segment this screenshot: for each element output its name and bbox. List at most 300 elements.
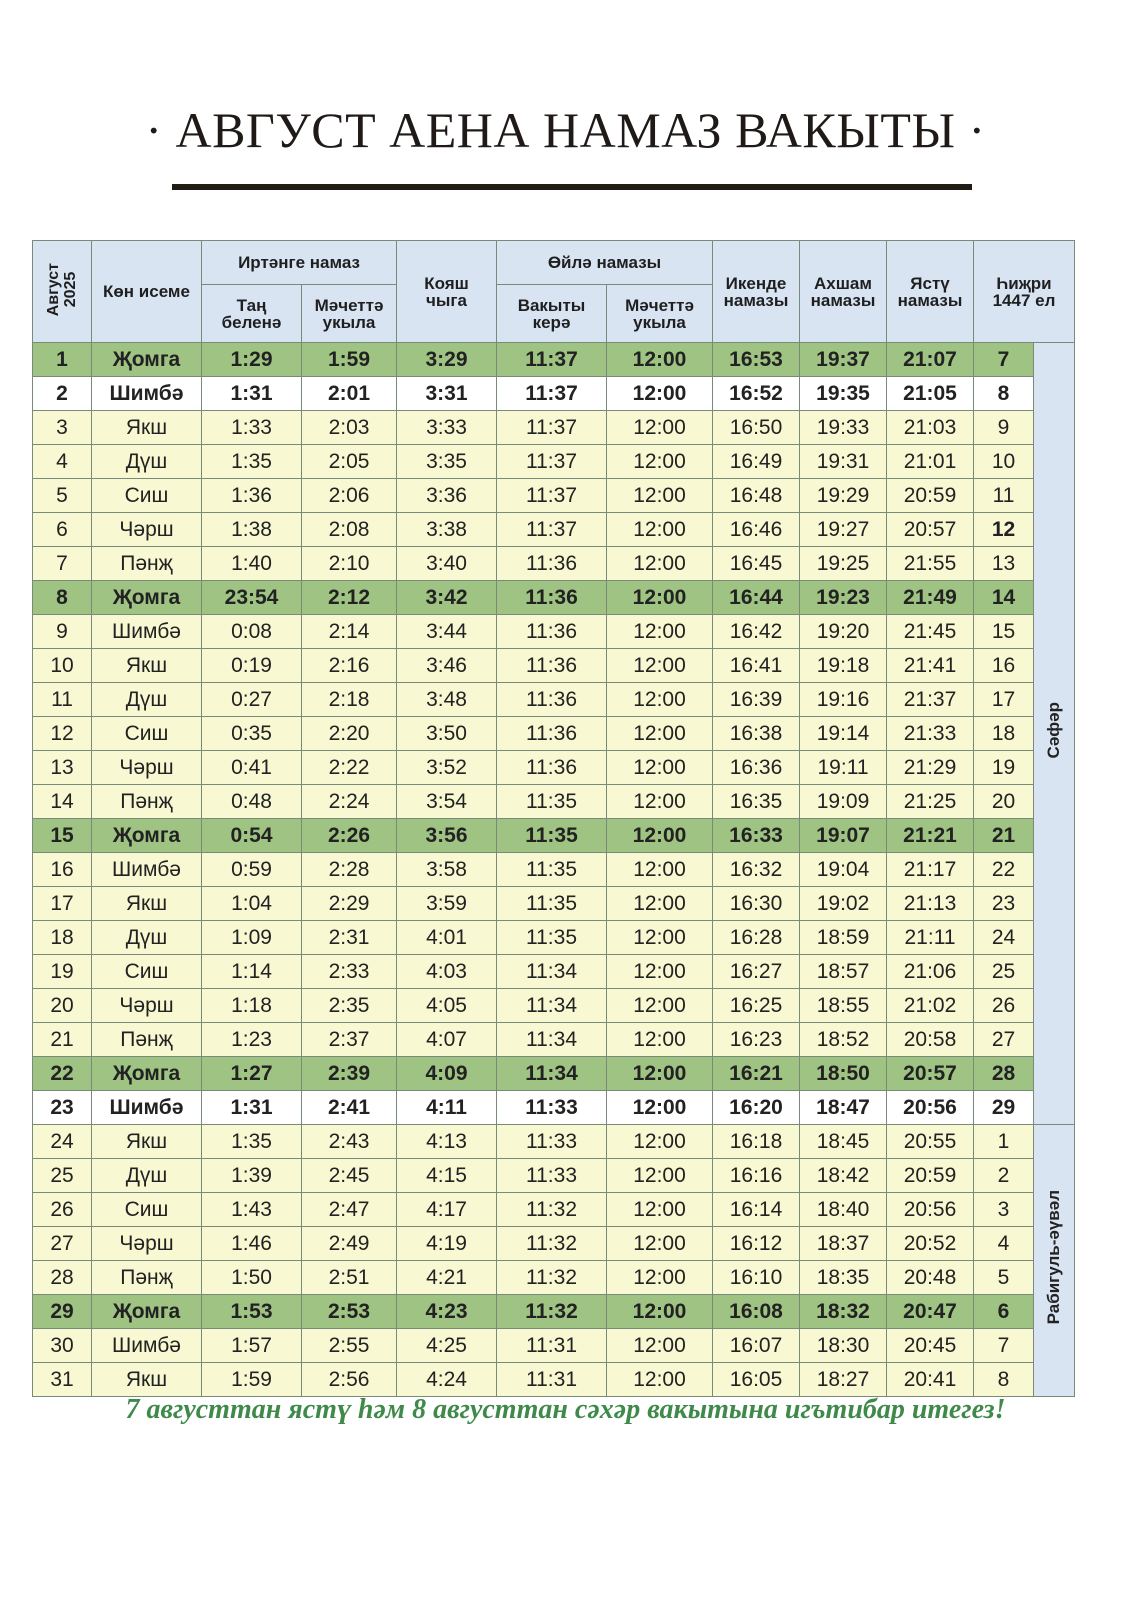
noon-time-cell: 11:36 — [497, 751, 607, 785]
morning-mosque-time-cell: 2:29 — [302, 887, 397, 921]
day-name-cell: Сиш — [92, 717, 202, 751]
hijri-day-cell: 8 — [974, 1363, 1034, 1397]
day-name-cell: Җомга — [92, 581, 202, 615]
day-number-cell: 17 — [33, 887, 92, 921]
hijri-day-cell: 10 — [974, 445, 1034, 479]
maghrib-time-cell: 18:27 — [800, 1363, 887, 1397]
morning-mosque-time-cell: 2:22 — [302, 751, 397, 785]
maghrib-time-cell: 18:42 — [800, 1159, 887, 1193]
morning-mosque-time-cell: 2:45 — [302, 1159, 397, 1193]
day-name-cell: Якш — [92, 1125, 202, 1159]
day-name-cell: Чәрш — [92, 751, 202, 785]
noon-mosque-time-cell: 12:00 — [607, 649, 713, 683]
morning-mosque-time-cell: 2:03 — [302, 411, 397, 445]
table-row — [33, 989, 1075, 1023]
day-number-cell: 29 — [33, 1295, 92, 1329]
sunrise-time-cell: 4:24 — [397, 1363, 497, 1397]
noon-time-cell: 11:32 — [497, 1261, 607, 1295]
asr-time-cell: 16:45 — [713, 547, 800, 581]
day-name-cell: Пәнҗ — [92, 1023, 202, 1057]
day-name-cell: Пәнҗ — [92, 785, 202, 819]
asr-time-cell: 16:14 — [713, 1193, 800, 1227]
table-row — [33, 751, 1075, 785]
hijri-day-cell: 12 — [974, 513, 1034, 547]
sunrise-time-cell: 4:05 — [397, 989, 497, 1023]
noon-mosque-time-cell: 12:00 — [607, 1227, 713, 1261]
day-name-cell: Дүш — [92, 921, 202, 955]
header-maghrib: Ахшам намазы — [800, 241, 887, 343]
maghrib-time-cell: 18:55 — [800, 989, 887, 1023]
day-number-cell: 3 — [33, 411, 92, 445]
hijri-day-cell: 13 — [974, 547, 1034, 581]
table-row — [33, 581, 1075, 615]
noon-mosque-time-cell: 12:00 — [607, 853, 713, 887]
noon-time-cell: 11:37 — [497, 377, 607, 411]
morning-mosque-time-cell: 2:49 — [302, 1227, 397, 1261]
isha-time-cell: 20:45 — [887, 1329, 974, 1363]
isha-time-cell: 21:13 — [887, 887, 974, 921]
sunrise-time-cell: 3:42 — [397, 581, 497, 615]
morning-mosque-time-cell: 2:37 — [302, 1023, 397, 1057]
morning-mosque-time-cell: 2:08 — [302, 513, 397, 547]
asr-time-cell: 16:12 — [713, 1227, 800, 1261]
noon-mosque-time-cell: 12:00 — [607, 717, 713, 751]
noon-mosque-time-cell: 12:00 — [607, 1159, 713, 1193]
dawn-time-cell: 0:59 — [202, 853, 302, 887]
day-name-cell: Якш — [92, 887, 202, 921]
maghrib-time-cell: 18:45 — [800, 1125, 887, 1159]
noon-mosque-time-cell: 12:00 — [607, 1261, 713, 1295]
hijri-day-cell: 19 — [974, 751, 1034, 785]
sunrise-time-cell: 3:35 — [397, 445, 497, 479]
morning-mosque-time-cell: 2:05 — [302, 445, 397, 479]
morning-mosque-time-cell: 2:28 — [302, 853, 397, 887]
hijri-month-cell — [1034, 343, 1075, 1125]
table-row — [33, 649, 1075, 683]
asr-time-cell: 16:18 — [713, 1125, 800, 1159]
dawn-time-cell: 1:53 — [202, 1295, 302, 1329]
isha-time-cell: 20:57 — [887, 1057, 974, 1091]
day-name-cell: Чәрш — [92, 1227, 202, 1261]
day-name-cell: Якш — [92, 411, 202, 445]
morning-mosque-time-cell: 2:41 — [302, 1091, 397, 1125]
sunrise-time-cell: 4:19 — [397, 1227, 497, 1261]
dawn-time-cell: 1:59 — [202, 1363, 302, 1397]
sunrise-time-cell: 4:07 — [397, 1023, 497, 1057]
morning-mosque-time-cell: 2:56 — [302, 1363, 397, 1397]
maghrib-time-cell: 19:04 — [800, 853, 887, 887]
maghrib-time-cell: 18:37 — [800, 1227, 887, 1261]
sunrise-time-cell: 4:21 — [397, 1261, 497, 1295]
isha-time-cell: 20:56 — [887, 1091, 974, 1125]
morning-mosque-time-cell: 2:53 — [302, 1295, 397, 1329]
noon-time-cell: 11:34 — [497, 955, 607, 989]
morning-mosque-time-cell: 2:39 — [302, 1057, 397, 1091]
dawn-time-cell: 1:23 — [202, 1023, 302, 1057]
isha-time-cell: 20:47 — [887, 1295, 974, 1329]
asr-time-cell: 16:32 — [713, 853, 800, 887]
isha-time-cell: 20:56 — [887, 1193, 974, 1227]
table-row — [33, 1023, 1075, 1057]
morning-mosque-time-cell: 2:47 — [302, 1193, 397, 1227]
sunrise-time-cell: 3:52 — [397, 751, 497, 785]
maghrib-time-cell: 19:14 — [800, 717, 887, 751]
hijri-day-cell: 27 — [974, 1023, 1034, 1057]
noon-mosque-time-cell: 12:00 — [607, 1329, 713, 1363]
noon-mosque-time-cell: 12:00 — [607, 887, 713, 921]
asr-time-cell: 16:30 — [713, 887, 800, 921]
dawn-time-cell: 1:40 — [202, 547, 302, 581]
dawn-time-cell: 23:54 — [202, 581, 302, 615]
dawn-time-cell: 1:29 — [202, 343, 302, 377]
table-row — [33, 615, 1075, 649]
maghrib-time-cell: 19:37 — [800, 343, 887, 377]
day-name-cell: Җомга — [92, 819, 202, 853]
day-name-cell: Якш — [92, 1363, 202, 1397]
noon-mosque-time-cell: 12:00 — [607, 1295, 713, 1329]
noon-time-cell: 11:36 — [497, 649, 607, 683]
day-name-cell: Дүш — [92, 1159, 202, 1193]
prayer-times-table — [32, 240, 1075, 1397]
isha-time-cell: 20:59 — [887, 479, 974, 513]
hijri-day-cell: 6 — [974, 1295, 1034, 1329]
noon-time-cell: 11:36 — [497, 615, 607, 649]
morning-mosque-time-cell: 2:06 — [302, 479, 397, 513]
noon-time-cell: 11:34 — [497, 1023, 607, 1057]
maghrib-time-cell: 18:59 — [800, 921, 887, 955]
sunrise-time-cell: 3:44 — [397, 615, 497, 649]
hijri-month-cell — [1034, 1125, 1075, 1397]
sunrise-time-cell: 3:31 — [397, 377, 497, 411]
day-name-cell: Шимбә — [92, 377, 202, 411]
hijri-day-cell: 28 — [974, 1057, 1034, 1091]
noon-time-cell: 11:36 — [497, 717, 607, 751]
hijri-day-cell: 2 — [974, 1159, 1034, 1193]
hijri-day-cell: 11 — [974, 479, 1034, 513]
table-row — [33, 1227, 1075, 1261]
asr-time-cell: 16:08 — [713, 1295, 800, 1329]
dawn-time-cell: 1:27 — [202, 1057, 302, 1091]
morning-mosque-time-cell: 2:51 — [302, 1261, 397, 1295]
hijri-day-cell: 16 — [974, 649, 1034, 683]
noon-time-cell: 11:35 — [497, 819, 607, 853]
asr-time-cell: 16:49 — [713, 445, 800, 479]
day-number-cell: 16 — [33, 853, 92, 887]
maghrib-time-cell: 19:02 — [800, 887, 887, 921]
asr-time-cell: 16:25 — [713, 989, 800, 1023]
isha-time-cell: 21:25 — [887, 785, 974, 819]
asr-time-cell: 16:23 — [713, 1023, 800, 1057]
isha-time-cell: 21:21 — [887, 819, 974, 853]
noon-mosque-time-cell: 12:00 — [607, 683, 713, 717]
dawn-time-cell: 1:31 — [202, 377, 302, 411]
maghrib-time-cell: 18:35 — [800, 1261, 887, 1295]
noon-time-cell: 11:31 — [497, 1363, 607, 1397]
noon-mosque-time-cell: 12:00 — [607, 751, 713, 785]
maghrib-time-cell: 19:11 — [800, 751, 887, 785]
noon-time-cell: 11:35 — [497, 785, 607, 819]
header-dawn: Таң беленә — [202, 285, 302, 343]
morning-mosque-time-cell: 2:01 — [302, 377, 397, 411]
morning-mosque-time-cell: 2:31 — [302, 921, 397, 955]
hijri-day-cell: 5 — [974, 1261, 1034, 1295]
day-number-cell: 1 — [33, 343, 92, 377]
isha-time-cell: 21:03 — [887, 411, 974, 445]
dawn-time-cell: 1:36 — [202, 479, 302, 513]
hijri-day-cell: 20 — [974, 785, 1034, 819]
table-row — [33, 853, 1075, 887]
dawn-time-cell: 1:43 — [202, 1193, 302, 1227]
day-number-cell: 24 — [33, 1125, 92, 1159]
day-name-cell: Шимбә — [92, 1091, 202, 1125]
isha-time-cell: 21:55 — [887, 547, 974, 581]
hijri-day-cell: 22 — [974, 853, 1034, 887]
header-morning-mosque: Мәчеттә укыла — [302, 285, 397, 343]
sunrise-time-cell: 3:46 — [397, 649, 497, 683]
noon-mosque-time-cell: 12:00 — [607, 581, 713, 615]
table-row — [33, 377, 1075, 411]
maghrib-time-cell: 18:40 — [800, 1193, 887, 1227]
noon-time-cell: 11:36 — [497, 581, 607, 615]
table-row — [33, 1295, 1075, 1329]
morning-mosque-time-cell: 1:59 — [302, 343, 397, 377]
dawn-time-cell: 1:38 — [202, 513, 302, 547]
noon-mosque-time-cell: 12:00 — [607, 377, 713, 411]
noon-time-cell: 11:37 — [497, 343, 607, 377]
maghrib-time-cell: 19:07 — [800, 819, 887, 853]
noon-mosque-time-cell: 12:00 — [607, 411, 713, 445]
isha-time-cell: 21:37 — [887, 683, 974, 717]
isha-time-cell: 20:52 — [887, 1227, 974, 1261]
isha-time-cell: 20:55 — [887, 1125, 974, 1159]
asr-time-cell: 16:20 — [713, 1091, 800, 1125]
asr-time-cell: 16:44 — [713, 581, 800, 615]
morning-mosque-time-cell: 2:26 — [302, 819, 397, 853]
hijri-day-cell: 17 — [974, 683, 1034, 717]
sunrise-time-cell: 3:59 — [397, 887, 497, 921]
asr-time-cell: 16:38 — [713, 717, 800, 751]
dawn-time-cell: 1:31 — [202, 1091, 302, 1125]
header-day-name: Көн исеме — [92, 241, 202, 343]
day-number-cell: 23 — [33, 1091, 92, 1125]
noon-mosque-time-cell: 12:00 — [607, 547, 713, 581]
asr-time-cell: 16:21 — [713, 1057, 800, 1091]
day-number-cell: 2 — [33, 377, 92, 411]
dawn-time-cell: 0:54 — [202, 819, 302, 853]
day-name-cell: Җомга — [92, 1057, 202, 1091]
hijri-day-cell: 14 — [974, 581, 1034, 615]
sunrise-time-cell: 4:03 — [397, 955, 497, 989]
sunrise-time-cell: 3:54 — [397, 785, 497, 819]
maghrib-time-cell: 19:16 — [800, 683, 887, 717]
table-row — [33, 1363, 1075, 1397]
header-asr: Икенде намазы — [713, 241, 800, 343]
maghrib-time-cell: 18:47 — [800, 1091, 887, 1125]
asr-time-cell: 16:41 — [713, 649, 800, 683]
footnote: 7 августтан ястү һәм 8 августтан сәхәр вакытына игътибар итегез! — [125, 1394, 1006, 1425]
asr-time-cell: 16:42 — [713, 615, 800, 649]
header-noon-mosque: Мәчеттә укыла — [607, 285, 713, 343]
day-number-cell: 15 — [33, 819, 92, 853]
day-name-cell: Шимбә — [92, 615, 202, 649]
asr-time-cell: 16:27 — [713, 955, 800, 989]
morning-mosque-time-cell: 2:10 — [302, 547, 397, 581]
noon-mosque-time-cell: 12:00 — [607, 1091, 713, 1125]
day-number-cell: 22 — [33, 1057, 92, 1091]
day-name-cell: Чәрш — [92, 513, 202, 547]
hijri-day-cell: 4 — [974, 1227, 1034, 1261]
maghrib-time-cell: 19:23 — [800, 581, 887, 615]
day-name-cell: Чәрш — [92, 989, 202, 1023]
day-name-cell: Җомга — [92, 343, 202, 377]
maghrib-time-cell: 19:29 — [800, 479, 887, 513]
dawn-time-cell: 1:09 — [202, 921, 302, 955]
table-row — [33, 343, 1075, 377]
maghrib-time-cell: 18:32 — [800, 1295, 887, 1329]
day-number-cell: 11 — [33, 683, 92, 717]
hijri-day-cell: 1 — [974, 1125, 1034, 1159]
table-row — [33, 955, 1075, 989]
isha-time-cell: 21:01 — [887, 445, 974, 479]
day-number-cell: 13 — [33, 751, 92, 785]
morning-mosque-time-cell: 2:43 — [302, 1125, 397, 1159]
maghrib-time-cell: 19:18 — [800, 649, 887, 683]
day-number-cell: 31 — [33, 1363, 92, 1397]
day-name-cell: Шимбә — [92, 853, 202, 887]
isha-time-cell: 21:02 — [887, 989, 974, 1023]
day-number-cell: 30 — [33, 1329, 92, 1363]
table-row — [33, 819, 1075, 853]
sunrise-time-cell: 3:50 — [397, 717, 497, 751]
header-morning-group: Иртәнге намаз — [202, 241, 397, 285]
noon-time-cell: 11:33 — [497, 1159, 607, 1193]
noon-mosque-time-cell: 12:00 — [607, 1057, 713, 1091]
day-name-cell: Дүш — [92, 445, 202, 479]
hijri-day-cell: 29 — [974, 1091, 1034, 1125]
day-number-cell: 21 — [33, 1023, 92, 1057]
noon-time-cell: 11:32 — [497, 1227, 607, 1261]
dawn-time-cell: 1:46 — [202, 1227, 302, 1261]
asr-time-cell: 16:52 — [713, 377, 800, 411]
sunrise-time-cell: 4:25 — [397, 1329, 497, 1363]
sunrise-time-cell: 3:38 — [397, 513, 497, 547]
asr-time-cell: 16:36 — [713, 751, 800, 785]
hijri-day-cell: 26 — [974, 989, 1034, 1023]
asr-time-cell: 16:50 — [713, 411, 800, 445]
header-isha: Ястү намазы — [887, 241, 974, 343]
noon-mosque-time-cell: 12:00 — [607, 1023, 713, 1057]
noon-mosque-time-cell: 12:00 — [607, 819, 713, 853]
hijri-day-cell: 25 — [974, 955, 1034, 989]
isha-time-cell: 20:57 — [887, 513, 974, 547]
sunrise-time-cell: 3:36 — [397, 479, 497, 513]
isha-time-cell: 21:06 — [887, 955, 974, 989]
table-row — [33, 1329, 1075, 1363]
morning-mosque-time-cell: 2:33 — [302, 955, 397, 989]
table-row — [33, 1159, 1075, 1193]
dawn-time-cell: 0:08 — [202, 615, 302, 649]
dawn-time-cell: 0:48 — [202, 785, 302, 819]
sunrise-time-cell: 3:33 — [397, 411, 497, 445]
dawn-time-cell: 0:35 — [202, 717, 302, 751]
maghrib-time-cell: 18:50 — [800, 1057, 887, 1091]
table-row — [33, 1057, 1075, 1091]
dawn-time-cell: 1:35 — [202, 1125, 302, 1159]
sunrise-time-cell: 4:23 — [397, 1295, 497, 1329]
asr-time-cell: 16:48 — [713, 479, 800, 513]
maghrib-time-cell: 19:27 — [800, 513, 887, 547]
hijri-day-cell: 18 — [974, 717, 1034, 751]
noon-time-cell: 11:36 — [497, 547, 607, 581]
dawn-time-cell: 1:50 — [202, 1261, 302, 1295]
noon-time-cell: 11:33 — [497, 1125, 607, 1159]
noon-mosque-time-cell: 12:00 — [607, 343, 713, 377]
header-noon-time: Вакыты керә — [497, 285, 607, 343]
noon-time-cell: 11:34 — [497, 989, 607, 1023]
day-name-cell: Сиш — [92, 479, 202, 513]
title-divider — [172, 184, 972, 190]
hijri-month-label: Рабигуль-әүвәл — [1044, 1190, 1063, 1325]
asr-time-cell: 16:10 — [713, 1261, 800, 1295]
day-number-cell: 28 — [33, 1261, 92, 1295]
morning-mosque-time-cell: 2:14 — [302, 615, 397, 649]
dawn-time-cell: 1:57 — [202, 1329, 302, 1363]
day-number-cell: 19 — [33, 955, 92, 989]
day-number-cell: 5 — [33, 479, 92, 513]
isha-time-cell: 20:59 — [887, 1159, 974, 1193]
day-name-cell: Сиш — [92, 955, 202, 989]
noon-time-cell: 11:32 — [497, 1193, 607, 1227]
noon-time-cell: 11:35 — [497, 887, 607, 921]
noon-mosque-time-cell: 12:00 — [607, 513, 713, 547]
noon-time-cell: 11:36 — [497, 683, 607, 717]
sunrise-time-cell: 4:11 — [397, 1091, 497, 1125]
sunrise-time-cell: 3:58 — [397, 853, 497, 887]
maghrib-time-cell: 19:31 — [800, 445, 887, 479]
asr-time-cell: 16:53 — [713, 343, 800, 377]
asr-time-cell: 16:07 — [713, 1329, 800, 1363]
table-row — [33, 1261, 1075, 1295]
isha-time-cell: 21:07 — [887, 343, 974, 377]
asr-time-cell: 16:16 — [713, 1159, 800, 1193]
asr-time-cell: 16:35 — [713, 785, 800, 819]
noon-time-cell: 11:34 — [497, 1057, 607, 1091]
table-row — [33, 887, 1075, 921]
dawn-time-cell: 1:39 — [202, 1159, 302, 1193]
dawn-time-cell: 0:19 — [202, 649, 302, 683]
asr-time-cell: 16:05 — [713, 1363, 800, 1397]
hijri-day-cell: 21 — [974, 819, 1034, 853]
maghrib-time-cell: 18:57 — [800, 955, 887, 989]
day-name-cell: Шимбә — [92, 1329, 202, 1363]
dawn-time-cell: 0:27 — [202, 683, 302, 717]
sunrise-time-cell: 4:13 — [397, 1125, 497, 1159]
morning-mosque-time-cell: 2:55 — [302, 1329, 397, 1363]
day-number-cell: 12 — [33, 717, 92, 751]
isha-time-cell: 21:49 — [887, 581, 974, 615]
sunrise-time-cell: 4:09 — [397, 1057, 497, 1091]
day-number-cell: 6 — [33, 513, 92, 547]
hijri-day-cell: 7 — [974, 343, 1034, 377]
isha-time-cell: 20:48 — [887, 1261, 974, 1295]
isha-time-cell: 21:11 — [887, 921, 974, 955]
dawn-time-cell: 1:18 — [202, 989, 302, 1023]
morning-mosque-time-cell: 2:35 — [302, 989, 397, 1023]
table-row — [33, 547, 1075, 581]
isha-time-cell: 20:58 — [887, 1023, 974, 1057]
dawn-time-cell: 1:33 — [202, 411, 302, 445]
day-name-cell: Якш — [92, 649, 202, 683]
